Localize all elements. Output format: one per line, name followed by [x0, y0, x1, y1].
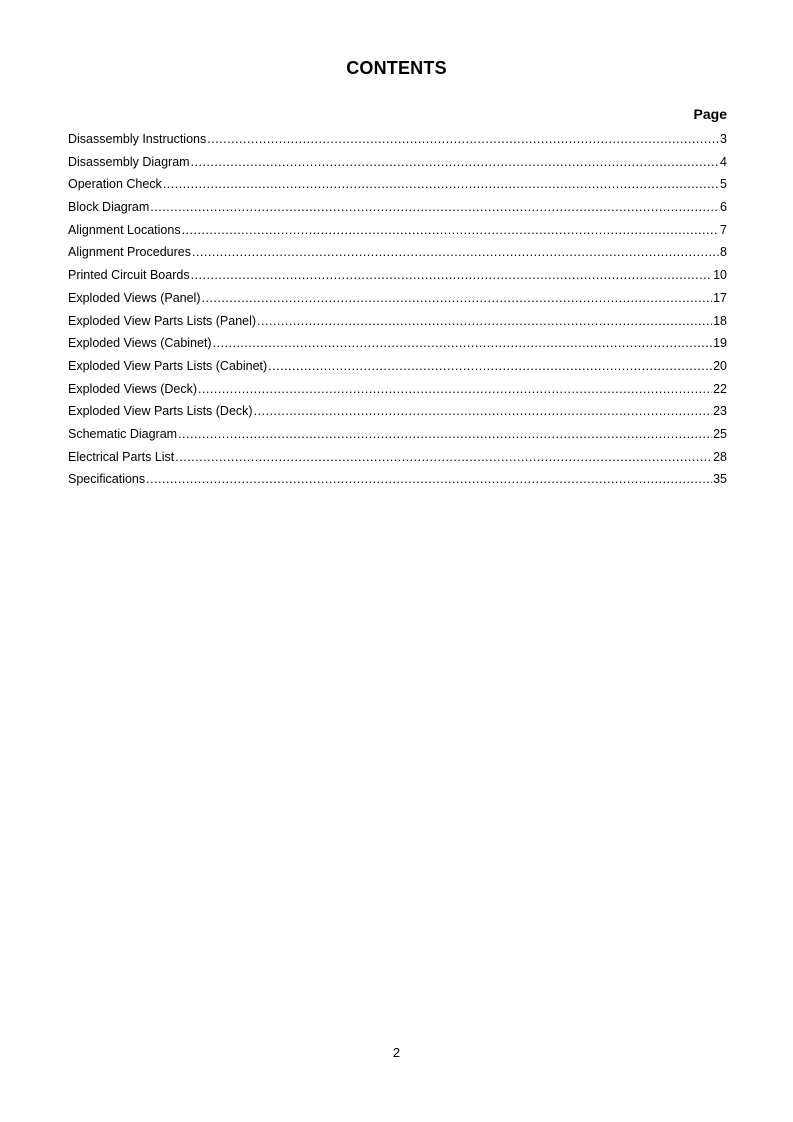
dot-leader: [207, 128, 719, 151]
dot-leader: [268, 355, 712, 378]
toc-entry-page: 3: [720, 132, 727, 146]
toc-entry-page: 25: [713, 426, 727, 441]
table-of-contents: [68, 128, 727, 491]
dot-leader: [257, 310, 712, 333]
toc-entry-title: Exploded Views (Deck): [68, 381, 197, 396]
toc-entry-title: Exploded View Parts Lists (Panel): [68, 313, 257, 328]
toc-entry-title: Block Diagram: [68, 200, 150, 215]
dot-leader: [150, 196, 719, 219]
toc-entry-title: Disassembly Instructions: [68, 132, 207, 146]
dot-leader: [146, 468, 712, 491]
toc-entry[interactable]: [68, 173, 727, 196]
toc-entry-page: 5: [720, 177, 727, 192]
toc-entry-page: 7: [720, 222, 727, 237]
toc-entry-title: Operation Check: [68, 177, 162, 192]
toc-entry-title: Electrical Parts List: [68, 449, 175, 464]
toc-entry-page: 22: [713, 381, 727, 396]
page-column-heading: Page: [693, 106, 727, 122]
toc-entry-page: 17: [713, 290, 727, 305]
toc-entry-title: Schematic Diagram: [68, 426, 178, 441]
toc-entry-page: 28: [713, 449, 727, 464]
toc-entry-page: 8: [720, 245, 727, 260]
toc-entry[interactable]: [68, 196, 727, 219]
toc-entry-page: 23: [713, 404, 727, 419]
dot-leader: [201, 287, 712, 310]
toc-entry-title: Printed Circuit Boards: [68, 268, 190, 283]
toc-entry[interactable]: [68, 128, 727, 151]
dot-leader: [254, 400, 713, 423]
toc-entry-title: Exploded View Parts Lists (Cabinet): [68, 358, 268, 373]
toc-entry[interactable]: [68, 378, 727, 401]
toc-entry[interactable]: [68, 310, 727, 333]
toc-entry-page: 10: [713, 268, 727, 283]
toc-entry[interactable]: [68, 355, 727, 378]
toc-entry-title: Specifications: [68, 472, 146, 487]
toc-entry[interactable]: [68, 423, 727, 446]
toc-entry[interactable]: [68, 151, 727, 174]
toc-entry-title: Alignment Locations: [68, 222, 181, 237]
toc-entry-page: 19: [713, 336, 727, 351]
dot-leader: [175, 446, 712, 469]
dot-leader: [191, 264, 713, 287]
dot-leader: [163, 173, 719, 196]
toc-entry[interactable]: [68, 468, 727, 491]
toc-entry[interactable]: [68, 332, 727, 355]
dot-leader: [213, 332, 712, 355]
toc-entry-page: 35: [713, 472, 727, 487]
toc-entry[interactable]: [68, 446, 727, 469]
toc-entry-title: Disassembly Diagram: [68, 154, 190, 169]
toc-entry[interactable]: [68, 241, 727, 264]
toc-entry[interactable]: [68, 219, 727, 242]
toc-entry-title: Exploded Views (Panel): [68, 290, 201, 305]
toc-entry-page: 4: [720, 154, 727, 169]
footer-page-number: 2: [392, 1045, 401, 1060]
toc-entry[interactable]: [68, 287, 727, 310]
toc-entry-title: Exploded Views (Cabinet): [68, 336, 212, 351]
toc-entry[interactable]: [68, 264, 727, 287]
toc-entry-page: 6: [720, 200, 727, 215]
toc-entry[interactable]: [68, 400, 727, 423]
dot-leader: [182, 219, 719, 242]
page-title: CONTENTS: [346, 58, 447, 78]
toc-entry-page: 20: [713, 358, 727, 373]
toc-entry-title: Exploded View Parts Lists (Deck): [68, 404, 253, 419]
dot-leader: [198, 378, 712, 401]
toc-entry-page: 18: [713, 313, 727, 328]
dot-leader: [191, 151, 719, 174]
dot-leader: [192, 241, 719, 264]
dot-leader: [178, 423, 712, 446]
toc-entry-title: Alignment Procedures: [68, 245, 191, 260]
